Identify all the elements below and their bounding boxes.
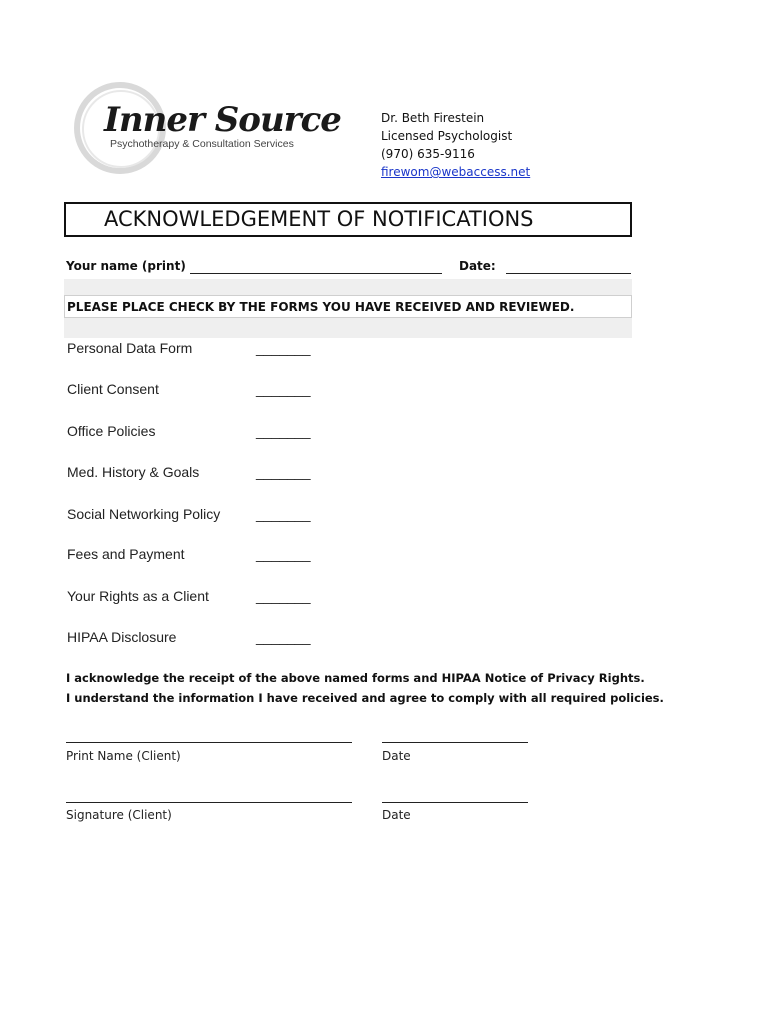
checklist-item-fees-and-payment: Fees and Payment <box>67 546 185 562</box>
checklist-blank-client-consent[interactable]: _______ <box>256 381 311 397</box>
contact-title: Licensed Psychologist <box>381 129 513 143</box>
contact-phone: (970) 635-9116 <box>381 147 475 161</box>
instruction-band-bottom <box>64 318 632 338</box>
checklist-blank-hipaa-disclosure[interactable]: _______ <box>256 629 311 645</box>
print-name-label: Print Name (Client) <box>66 749 181 763</box>
checklist-blank-social-networking-policy[interactable]: _______ <box>256 506 311 522</box>
signature-line[interactable] <box>66 802 352 803</box>
contact-email-link[interactable]: firewom@webaccess.net <box>381 165 531 179</box>
logo-title: Inner Source <box>104 100 341 140</box>
instruction-band-top <box>64 279 632 295</box>
checklist-item-med-history-goals: Med. History & Goals <box>67 464 200 480</box>
print-date-line[interactable] <box>382 742 528 743</box>
checklist-item-your-rights: Your Rights as a Client <box>67 588 209 604</box>
signature-date-label: Date <box>382 808 411 822</box>
signature-date-line[interactable] <box>382 802 528 803</box>
name-field-label: Your name (print) <box>66 259 186 273</box>
checklist-blank-fees-and-payment[interactable]: _______ <box>256 546 311 562</box>
checklist-item-personal-data-form: Personal Data Form <box>67 340 193 356</box>
acknowledgement-line-1: I acknowledge the receipt of the above named forms and HIPAA Notice of Privacy Rights. <box>66 671 645 685</box>
checklist-item-social-networking-policy: Social Networking Policy <box>67 506 221 522</box>
checklist-blank-office-policies[interactable]: _______ <box>256 423 311 439</box>
date-field-label: Date: <box>459 259 496 273</box>
inner-source-logo <box>64 80 341 180</box>
instruction-box <box>64 295 632 318</box>
checklist-item-hipaa-disclosure: HIPAA Disclosure <box>67 629 177 645</box>
form-title: ACKNOWLEDGEMENT OF NOTIFICATIONS <box>104 207 534 231</box>
checklist-item-office-policies: Office Policies <box>67 423 156 439</box>
instruction-text: PLEASE PLACE CHECK BY THE FORMS YOU HAVE RECEIVED AND REVIEWED. <box>67 300 575 314</box>
signature-label: Signature (Client) <box>66 808 172 822</box>
contact-block <box>381 109 530 181</box>
print-date-label: Date <box>382 749 411 763</box>
checklist-blank-personal-data-form[interactable]: _______ <box>256 340 311 356</box>
checklist-blank-your-rights[interactable]: _______ <box>256 588 311 604</box>
acknowledgement-line-2: I understand the information I have received and agree to comply with all required policies. <box>66 691 664 705</box>
checklist-item-client-consent: Client Consent <box>67 381 159 397</box>
checklist-blank-med-history-goals[interactable]: _______ <box>256 464 311 480</box>
form-title-box <box>64 202 632 237</box>
print-name-line[interactable] <box>66 742 352 743</box>
logo-tagline: Psychotherapy & Consultation Services <box>110 138 294 150</box>
date-field-line[interactable] <box>506 273 631 274</box>
name-field-line[interactable] <box>190 273 442 274</box>
contact-name: Dr. Beth Firestein <box>381 111 485 125</box>
